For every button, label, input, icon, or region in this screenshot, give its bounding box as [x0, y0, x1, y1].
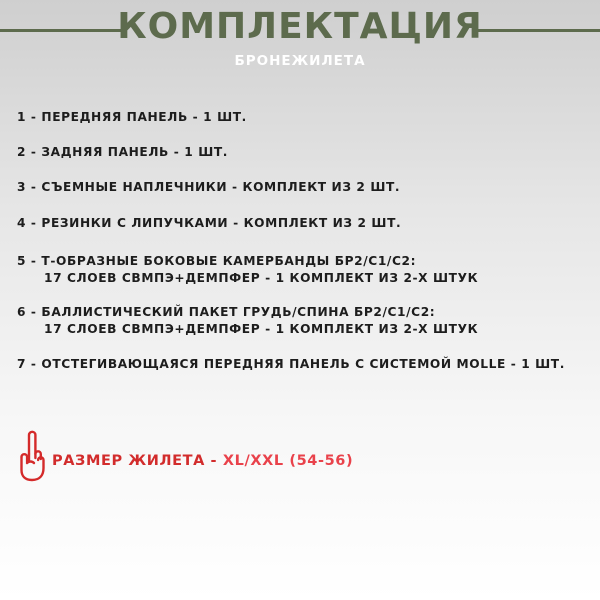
- item-text-continuation: 17 СЛОЕВ СВМПЭ+ДЕМПФЕР - 1 КОМПЛЕКТ ИЗ 2-Х ШТУК: [44, 322, 479, 336]
- list-item: [17, 180, 597, 194]
- page-title: КОМПЛЕКТАЦИЯ: [117, 6, 483, 47]
- list-item: [17, 110, 597, 124]
- item-text: 2 - ЗАДНЯЯ ПАНЕЛЬ - 1 ШТ.: [17, 145, 229, 159]
- item-text-continuation: 17 СЛОЕВ СВМПЭ+ДЕМПФЕР - 1 КОМПЛЕКТ ИЗ 2-Х ШТУК: [44, 271, 479, 285]
- size-info: [17, 430, 577, 486]
- list-item: [17, 357, 597, 371]
- item-text: 3 - СЪЕМНЫЕ НАПЛЕЧНИКИ - КОМПЛЕКТ ИЗ 2 ШТ.: [17, 180, 401, 194]
- item-text: 5 - Т-ОБРАЗНЫЕ БОКОВЫЕ КАМЕРБАНДЫ БР2/С1/С2:: [17, 254, 417, 268]
- size-label: РАЗМЕР ЖИЛЕТА -: [52, 453, 223, 469]
- page-subtitle: БРОНЕЖИЛЕТА: [234, 53, 366, 69]
- item-text: 4 - РЕЗИНКИ С ЛИПУЧКАМИ - КОМПЛЕКТ ИЗ 2 ШТ.: [17, 216, 402, 230]
- item-text: 1 - ПЕРЕДНЯЯ ПАНЕЛЬ - 1 ШТ.: [17, 110, 247, 124]
- size-value: XL/XXL (54-56): [222, 453, 354, 469]
- list-item: [17, 305, 597, 336]
- pointing-hand-icon: [17, 430, 47, 482]
- size-text: [52, 453, 353, 469]
- item-text: 7 - ОТСТЕГИВАЮЩАЯСЯ ПЕРЕДНЯЯ ПАНЕЛЬ С СИСТЕМОЙ MOLLE - 1 ШТ.: [17, 357, 565, 371]
- list-item: [17, 145, 597, 159]
- item-text: 6 - БАЛЛИСТИЧЕСКИЙ ПАКЕТ ГРУДЬ/СПИНА БР2/С1/С2:: [17, 305, 436, 319]
- list-item: [17, 216, 597, 230]
- header: [0, 0, 600, 80]
- list-item: [17, 254, 597, 285]
